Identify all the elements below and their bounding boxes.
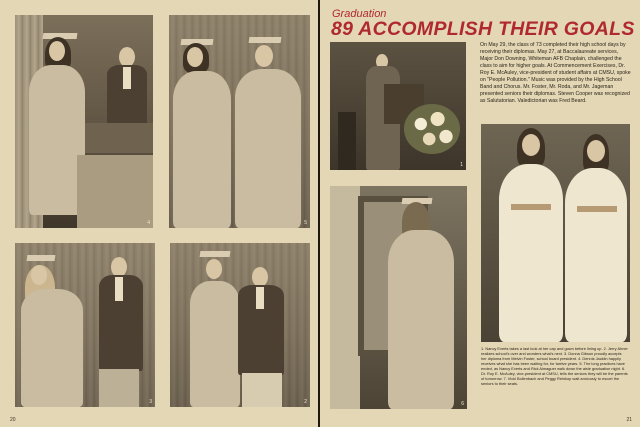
article-body: On May 29, the class of 73 completed their high school days by receiving their diplomas. May 27, at Baccalaureate services, Major Don Downing, Whiteman AFB Chaplain, challenged the class to aim for higher goals. At Commencement Exercises, Dr. Roy E. McAuley, vice-president of student affairs at CMSU, spoke on "People Pollution." Music was provided by the High School Band and Chorus. Mr. Foster, Mr. Roda, and Mr. Jageman presented seniors their diplomas. Steven Cooper was recognized as Salutatorian. Valedictorian was Fred Beard. [480,42,631,105]
photo-captions: 1. Nancy Everts takes a last look at her cap and gown before lining up. 2. Jerry Ahner realizes school's over and wonders what's next. 3. Donna Gibson proudly accepts her diploma from Melvin Foster, school board president. 4. Dennis Jacklin happily receives what she has been waiting for, for twelve years. 5. The long practices have ended, as Nancy Everts and Rick Almaguer walk down the aisle graduation night. 6. Dr. Roy E. McAuley, vice-president at CMSU, tells the seniors they will be the parents of tomorrow. 7. Vicki Bollenbach and Peggy Reinkop wait anxiously to escort the seniors to their seats. [481,346,628,386]
photo-4 [15,15,153,228]
photo-number-6: 6 [461,401,464,407]
photo-5 [169,15,310,228]
photo-3 [15,243,155,407]
photo-1 [330,42,466,170]
photo-2 [170,243,310,407]
photo-number-1: 1 [460,162,463,168]
right-page [320,0,640,427]
photo-number-5: 5 [304,220,307,226]
photo-number-7: 7 [624,334,627,340]
flower-arrangement [404,104,460,154]
page-number-right: 21 [626,417,632,423]
white-dress [499,164,563,342]
page-number-left: 20 [10,417,16,423]
section-label: Graduation [332,8,387,20]
photo-number-2: 2 [304,399,307,405]
left-page [0,0,318,427]
photo-number-3: 3 [149,399,152,405]
page-headline: 89 ACCOMPLISH THEIR GOALS [331,18,635,40]
photo-6 [330,186,467,409]
photo-number-4: 4 [147,220,150,226]
photo-7 [481,124,630,342]
